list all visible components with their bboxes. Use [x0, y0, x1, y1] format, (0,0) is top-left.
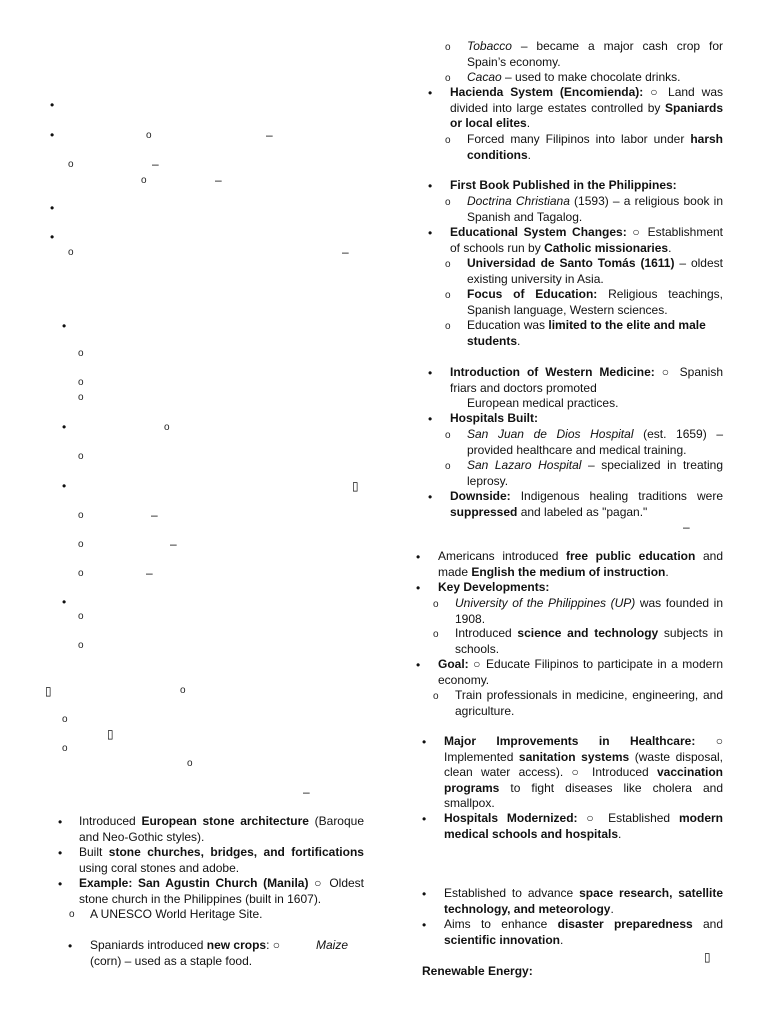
- list-item: University of the Philippines (UP) was founded in 1908.: [455, 596, 723, 626]
- circle-glyph: o: [68, 247, 74, 258]
- circle-glyph: o: [445, 73, 451, 84]
- bullet-glyph: •: [416, 550, 421, 564]
- dash-glyph: –: [146, 566, 153, 580]
- circle-glyph: o: [62, 714, 68, 725]
- dash-glyph: –: [170, 537, 177, 551]
- list-item: Doctrina Christiana (1593) – a religious book in Spanish and Tagalog.: [467, 194, 724, 224]
- circle-glyph: o: [78, 510, 84, 521]
- circle-glyph: o: [62, 743, 68, 754]
- dash-glyph: –: [266, 128, 273, 142]
- maize-label: Maize: [316, 938, 349, 952]
- list-item: Built stone churches, bridges, and fortifications using coral stones and adobe.: [79, 845, 364, 875]
- list-item: Aims to enhance disaster preparedness and scientific innovation.: [444, 917, 724, 947]
- box-glyph: ▯: [45, 684, 52, 698]
- list-item: Tobacco – became a major cash crop for Spain’s economy.: [467, 39, 723, 69]
- list-item: Goal: ○ Educate Filipinos to participate in a modern economy.: [438, 657, 723, 687]
- bullet-glyph: •: [50, 128, 55, 142]
- bullet-glyph: •: [428, 490, 433, 504]
- box-glyph: ▯: [107, 727, 114, 741]
- bullet-glyph: •: [50, 201, 55, 215]
- list-item: Hacienda System (Encomienda): ○ Land was divided into large estates controlled by Spaniards or local elites.: [450, 85, 723, 130]
- circle-glyph: o: [78, 377, 84, 388]
- list-item: Introduced science and technology subjects in schools.: [455, 626, 723, 656]
- circle-glyph: o: [445, 135, 451, 146]
- bullet-glyph: •: [62, 319, 67, 333]
- list-item: Major Improvements in Healthcare: ○ Implemented sanitation systems (waste disposal, clean water access). ○ Introduced vaccination programs to fight diseases like cholera and smallpox.: [444, 734, 723, 810]
- circle-glyph: o: [78, 348, 84, 359]
- bullet-glyph: •: [428, 86, 433, 100]
- circle-glyph: o: [78, 392, 84, 403]
- bullet-glyph: •: [428, 179, 433, 193]
- circle-glyph: o: [78, 539, 84, 550]
- list-item: Train professionals in medicine, engineering, and agriculture.: [455, 688, 723, 718]
- dash-glyph: –: [151, 508, 158, 522]
- circle-glyph: o: [445, 430, 451, 441]
- bullet-glyph: •: [422, 812, 427, 826]
- list-item: Hospitals Modernized: ○ Established modern medical schools and hospitals.: [444, 811, 723, 841]
- bullet-glyph: •: [422, 735, 427, 749]
- dash-glyph: –: [683, 520, 690, 534]
- bullet-glyph: •: [50, 98, 55, 112]
- section-heading: Key Developments:: [438, 580, 550, 594]
- bullet-glyph: •: [428, 226, 433, 240]
- list-item: Forced many Filipinos into labor under harsh conditions.: [467, 132, 723, 162]
- box-glyph: ▯: [352, 479, 359, 493]
- bullet-glyph: •: [62, 595, 67, 609]
- circle-glyph: o: [78, 568, 84, 579]
- bullet-glyph: •: [50, 230, 55, 244]
- circle-glyph: o: [433, 691, 439, 702]
- circle-glyph: o: [78, 451, 84, 462]
- circle-glyph: o: [433, 599, 439, 610]
- bullet-glyph: •: [62, 479, 67, 493]
- list-item-continuation: European medical practices.: [467, 396, 619, 410]
- circle-glyph: o: [445, 42, 451, 53]
- circle-glyph: o: [69, 909, 75, 920]
- list-item: San Juan de Dios Hospital (est. 1659) – provided healthcare and medical training.: [467, 427, 723, 457]
- circle-glyph: o: [445, 321, 451, 332]
- list-item: San Lazaro Hospital – specialized in treating leprosy.: [467, 458, 723, 488]
- bullet-glyph: •: [422, 887, 427, 901]
- bullet-glyph: •: [428, 412, 433, 426]
- circle-glyph: o: [187, 758, 193, 769]
- circle-glyph: o: [68, 159, 74, 170]
- dash-glyph: –: [342, 245, 349, 259]
- bullet-glyph: •: [416, 658, 421, 672]
- bullet-glyph: •: [58, 815, 63, 829]
- list-item: Cacao – used to make chocolate drinks.: [467, 70, 681, 84]
- circle-glyph: o: [445, 197, 451, 208]
- circle-glyph: o: [433, 629, 439, 640]
- section-heading: First Book Published in the Philippines:: [450, 178, 677, 192]
- list-item: A UNESCO World Heritage Site.: [90, 907, 263, 921]
- section-heading: Hospitals Built:: [450, 411, 539, 425]
- dash-glyph: –: [152, 157, 159, 171]
- list-item-continuation: (corn) – used as a staple food.: [90, 954, 253, 968]
- circle-glyph: o: [445, 259, 451, 270]
- list-item: Focus of Education: Religious teachings, Spanish language, Western sciences.: [467, 287, 723, 317]
- list-item: Education was limited to the elite and male students.: [467, 318, 706, 348]
- circle-glyph: o: [164, 422, 170, 433]
- list-item: Established to advance space research, satellite technology, and meteorology.: [444, 886, 723, 916]
- list-item: Introduced European stone architecture (Baroque and Neo-Gothic styles).: [79, 814, 365, 844]
- circle-glyph: o: [78, 611, 84, 622]
- list-item: Example: San Agustin Church (Manila) ○ Oldest stone church in the Philippines (built in 1607).: [79, 876, 364, 906]
- list-item: Educational System Changes: ○ Establishment of schools run by Catholic missionaries.: [450, 225, 723, 255]
- bullet-glyph: •: [416, 581, 421, 595]
- circle-glyph: o: [180, 685, 186, 696]
- dash-glyph: –: [303, 785, 310, 799]
- bullet-glyph: •: [58, 877, 63, 891]
- circle-glyph: o: [445, 461, 451, 472]
- list-item: Spaniards introduced new crops: ○: [90, 938, 281, 952]
- list-item: Universidad de Santo Tomás (1611) – oldest existing university in Asia.: [467, 256, 723, 286]
- bullet-glyph: •: [428, 366, 433, 380]
- circle-glyph: o: [78, 640, 84, 651]
- bullet-glyph: •: [58, 846, 63, 860]
- circle-glyph: o: [146, 130, 152, 141]
- bullet-glyph: •: [422, 918, 427, 932]
- list-item: Americans introduced free public education and made English the medium of instruction.: [438, 549, 723, 579]
- circle-glyph: o: [141, 175, 147, 186]
- section-heading: Renewable Energy:: [422, 964, 533, 978]
- list-item: Downside: Indigenous healing traditions were suppressed and labeled as "pagan.": [450, 489, 723, 519]
- dash-glyph: –: [215, 173, 222, 187]
- bullet-glyph: •: [62, 420, 67, 434]
- bullet-glyph: •: [68, 939, 73, 953]
- circle-glyph: o: [445, 290, 451, 301]
- list-item: Introduction of Western Medicine: ○ Spanish friars and doctors promoted: [450, 365, 723, 395]
- box-glyph: ▯: [704, 950, 711, 964]
